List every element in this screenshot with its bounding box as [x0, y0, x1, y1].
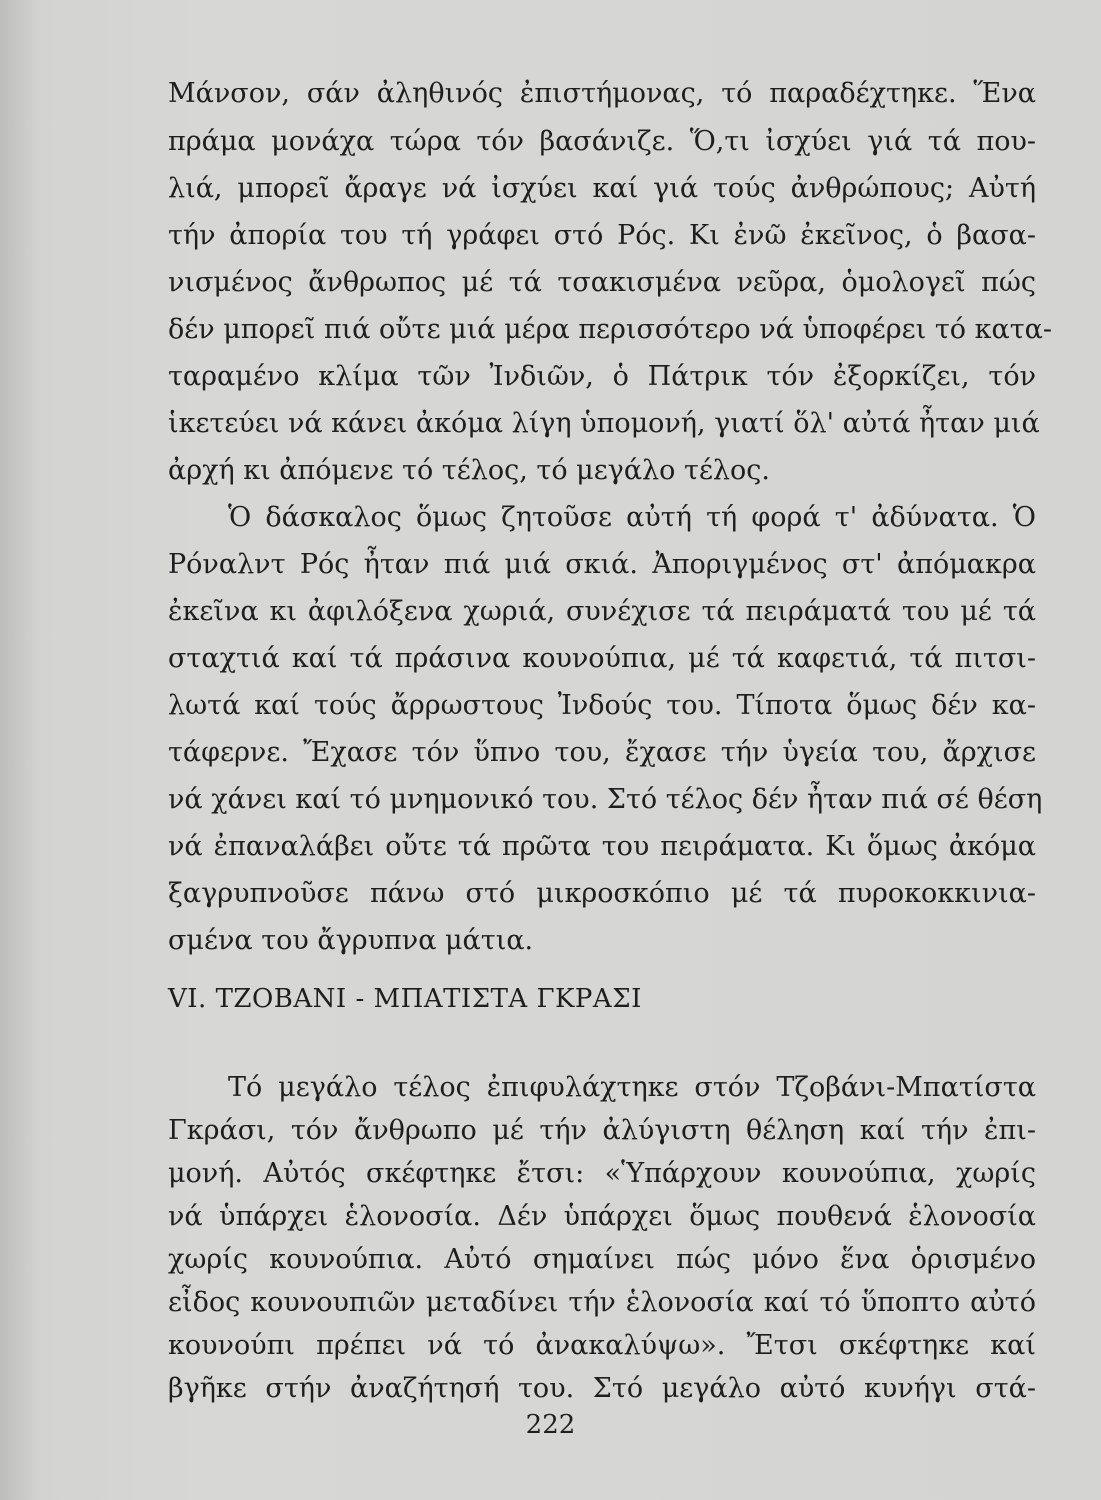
text-line: νισμένος ἄνθρωπος μέ τά τσακισμένα νεῦρα, ὁμολογεῖ πώς: [168, 267, 1036, 298]
text-line: νά ἐπαναλάβει οὔτε τά πρῶτα του πειράματα. Κι ὅμως ἀκόμα: [168, 831, 1036, 862]
text-line: Ρόναλντ Ρός ἦταν πιά μιά σκιά. Ἀποριγμένος στ' ἀπόμακρα: [168, 549, 1036, 580]
text-line: τάφερνε. Ἔχασε τόν ὕπνο του, ἔχασε τήν ὑγεία του, ἄρχισε: [168, 737, 1036, 768]
text-line: τήν ἀπορία του τή γράφει στό Ρός. Κι ἐνῶ ἐκεῖνος, ὁ βασα-: [168, 220, 1036, 251]
text-line: δέν μπορεῖ πιά οὔτε μιά μέρα περισσότερο νά ὑποφέρει τό κατα-: [168, 314, 1052, 345]
text-line: σμένα του ἄγρυπνα μάτια.: [168, 925, 534, 956]
text-line: λιά, μπορεῖ ἄραγε νά ἰσχύει καί γιά τούς ἀνθρώπους; Αὐτή: [168, 173, 1036, 204]
text-line: νά ὑπάρχει ἑλονοσία. Δέν ὑπάρχει ὅμως πουθενά ἑλονοσία: [168, 1201, 1036, 1232]
text-line: ἐκεῖνα κι ἀφιλόξενα χωριά, συνέχισε τά πειράματά του μέ τά: [168, 596, 1036, 627]
text-line: Μάνσον, σάν ἀληθινός ἐπιστήμονας, τό παραδέχτηκε. Ἕνα: [168, 78, 1036, 109]
text-line: κουνούπι πρέπει νά τό ἀνακαλύψω». Ἔτσι σκέφτηκε καί: [168, 1330, 1036, 1361]
text-line: Τό μεγάλο τέλος ἐπιφυλάχτηκε στόν Τζοβάνι-Μπατίστα: [228, 1072, 1036, 1103]
text-line: λωτά καί τούς ἄρρωστους Ἰνδούς του. Τίποτα ὅμως δέν κα-: [168, 690, 1036, 721]
text-line: εἶδος κουνουπιῶν μεταδίνει τήν ἑλονοσία καί τό ὕποπτο αὐτό: [168, 1287, 1036, 1318]
text-line: ξαγρυπνοῦσε πάνω στό μικροσκόπιο μέ τά πυροκοκκινια-: [168, 878, 1036, 909]
text-line: ἱκετεύει νά κάνει ἀκόμα λίγη ὑπομονή, γιατί ὅλ' αὐτά ἦταν μιά: [168, 408, 1040, 439]
text-line: χωρίς κουνούπια. Αὐτό σημαίνει πώς μόνο ἕνα ὁρισμένο: [168, 1244, 1036, 1275]
page-number: 222: [525, 1410, 576, 1440]
text-line: ταραμένο κλίμα τῶν Ἰνδιῶν, ὁ Πάτρικ τόν ἐξορκίζει, τόν: [168, 361, 1036, 392]
text-line: Γκράσι, τόν ἄνθρωπο μέ τήν ἀλύγιστη θέληση καί τήν ἐπι-: [168, 1115, 1036, 1146]
text-line: βγῆκε στήν ἀναζήτησή του. Στό μεγάλο αὐτό κυνήγι στά-: [168, 1373, 1036, 1404]
text-line: σταχτιά καί τά πράσινα κουνούπια, μέ τά καφετιά, τά πιτσι-: [168, 643, 1036, 674]
text-line: νά χάνει καί τό μνημονικό του. Στό τέλος δέν ἦταν πιά σέ θέση: [168, 784, 1043, 815]
text-line: ἀρχή κι ἀπόμενε τό τέλος, τό μεγάλο τέλος.: [168, 455, 771, 486]
text-line: μονή. Αὐτός σκέφτηκε ἔτσι: «Ὑπάρχουν κουνούπια, χωρίς: [168, 1158, 1036, 1189]
text-line: πράμα μονάχα τώρα τόν βασάνιζε. Ὅ,τι ἰσχύει γιά τά που-: [168, 126, 1036, 157]
text-line: Ὁ δάσκαλος ὅμως ζητοῦσε αὐτή τή φορά τ' ἀδύνατα. Ὁ: [228, 502, 1036, 533]
section-heading: VI. ΤΖΟΒΑΝΙ - ΜΠΑΤΙΣΤΑ ΓΚΡΑΣΙ: [168, 984, 642, 1014]
